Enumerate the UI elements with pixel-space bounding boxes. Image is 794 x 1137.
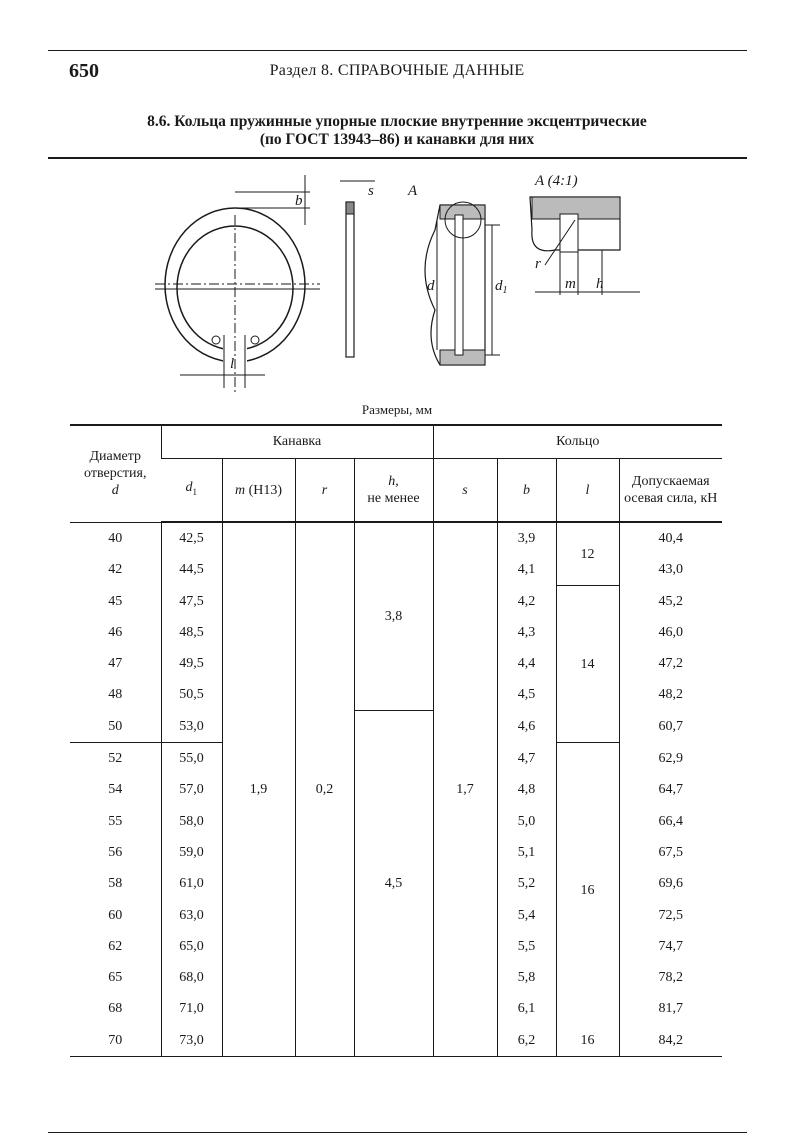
page-number: 650 [69,60,99,82]
cell-d1: 65,0 [161,931,222,962]
header-b: b [497,459,556,523]
cell-b: 5,5 [497,931,556,962]
l-value: 16 [580,882,595,898]
units-caption: Размеры, мм [361,402,433,417]
cell-l: 14 [556,586,619,743]
cell-b: 5,1 [497,837,556,868]
label-s: s [368,183,374,199]
cell-b: 4,5 [497,679,556,710]
cell-r: 0,2 [295,522,354,1057]
header-force: Допускаемая осевая сила, кН [619,459,722,523]
cell-d1: 55,0 [161,743,222,775]
bottom-rule [48,1132,747,1133]
cell-l [556,743,619,1057]
cell-b: 4,8 [497,774,556,805]
cell-force: 84,2 [619,1025,722,1057]
cell-l: 12 [556,522,619,586]
cell-b: 6,1 [497,993,556,1024]
housing-section-view [425,202,500,365]
cell-h: 4,5 [354,711,433,1057]
title-line-1: 8.6. Кольца пружинные упорные плоские внутренние эксцентрические [147,113,647,130]
cell-m: 1,9 [222,522,295,1057]
cell-force: 64,7 [619,774,722,805]
cell-diameter: 45 [108,593,123,609]
cell-diameter: 48 [108,687,123,703]
cell-force: 40,4 [619,522,722,554]
cell-diameter: 54 [108,782,123,798]
cell-b: 4,3 [497,617,556,648]
cell-b: 3,9 [497,522,556,554]
table-row [70,522,722,554]
cell-b: 5,8 [497,962,556,993]
cell-diameter: 55 [108,813,123,829]
label-detail: A (4:1) [535,173,578,189]
l-value-last: 16 [580,1033,595,1049]
section-title [0,113,794,149]
cell-force: 46,0 [619,617,722,648]
header-r: r [295,459,354,523]
label-b: b [295,193,303,209]
cell-h: 3,8 [354,522,433,711]
cell-force: 72,5 [619,900,722,931]
ring-drawing [140,170,640,400]
cell-force: 78,2 [619,962,722,993]
cell-diameter: 42 [108,562,123,578]
cell-b: 5,4 [497,900,556,931]
cell-diameter: 70 [108,1032,123,1048]
cell-diameter: 68 [108,1001,123,1017]
cell-force: 69,6 [619,868,722,899]
cell-b: 6,2 [497,1025,556,1057]
cell-force: 67,5 [619,837,722,868]
cell-diameter: 47 [108,656,123,672]
cell-force: 43,0 [619,554,722,585]
header-diameter: Диаметр отверстия, d [70,425,161,522]
cell-diameter: 52 [70,743,161,775]
cell-diameter: 50 [108,718,123,734]
cell-s: 1,7 [433,522,497,1057]
dimensions-table [70,424,722,1057]
cell-b: 5,0 [497,806,556,837]
cell-diameter: 62 [108,938,123,954]
ring-side-view [340,181,375,357]
label-d1: $d_1$ [495,278,508,296]
cell-b: 5,2 [497,868,556,899]
cell-force: 48,2 [619,679,722,710]
cell-b: 4,4 [497,648,556,679]
cell-d1: 59,0 [161,837,222,868]
cell-d1: 42,5 [161,522,222,554]
cell-diameter: 60 [108,907,123,923]
cell-d1: 44,5 [161,554,222,585]
cell-d1: 47,5 [161,586,222,617]
detail-a-view [530,197,640,295]
header-ring: Кольцо [433,425,722,459]
cell-b: 4,6 [497,711,556,743]
header-l: l [556,459,619,523]
cell-d1: 61,0 [161,868,222,899]
cell-d1: 73,0 [161,1025,222,1057]
cell-force: 45,2 [619,586,722,617]
cell-b: 4,7 [497,743,556,775]
cell-diameter: 46 [108,624,123,640]
cell-d1: 68,0 [161,962,222,993]
top-rule [48,50,747,51]
cell-d1: 49,5 [161,648,222,679]
cell-d1: 71,0 [161,993,222,1024]
header-groove: Канавка [161,425,433,459]
cell-force: 60,7 [619,711,722,743]
label-a: A [408,183,418,199]
cell-force: 81,7 [619,993,722,1024]
cell-b: 4,1 [497,554,556,585]
label-l: l [230,356,235,372]
cell-diameter: 65 [108,970,123,986]
label-r: r [535,256,541,272]
running-header: Раздел 8. СПРАВОЧНЫЕ ДАННЫЕ [269,62,525,79]
cell-d1: 50,5 [161,679,222,710]
label-m: m [565,276,576,292]
header-h: h, не менее [354,459,433,523]
title-line-2: (по ГОСТ 13943–86) и канавки для них [259,131,535,148]
cell-force: 66,4 [619,806,722,837]
cell-d1: 53,0 [161,711,222,743]
cell-d1: 58,0 [161,806,222,837]
header-d1: $d_1$ [161,459,222,523]
cell-force: 62,9 [619,743,722,775]
cell-d1: 48,5 [161,617,222,648]
label-d: d [427,278,435,294]
cell-force: 74,7 [619,931,722,962]
cell-diameter: 40 [108,530,123,546]
header-m: m (H13) [222,459,295,523]
title-rule [48,157,747,159]
header-s: s [433,459,497,523]
cell-force: 47,2 [619,648,722,679]
cell-diameter: 56 [108,844,123,860]
table-row [70,711,722,743]
cell-b: 4,2 [497,586,556,617]
cell-diameter: 58 [108,876,123,892]
cell-d1: 63,0 [161,900,222,931]
label-h: h [596,276,604,292]
cell-d1: 57,0 [161,774,222,805]
